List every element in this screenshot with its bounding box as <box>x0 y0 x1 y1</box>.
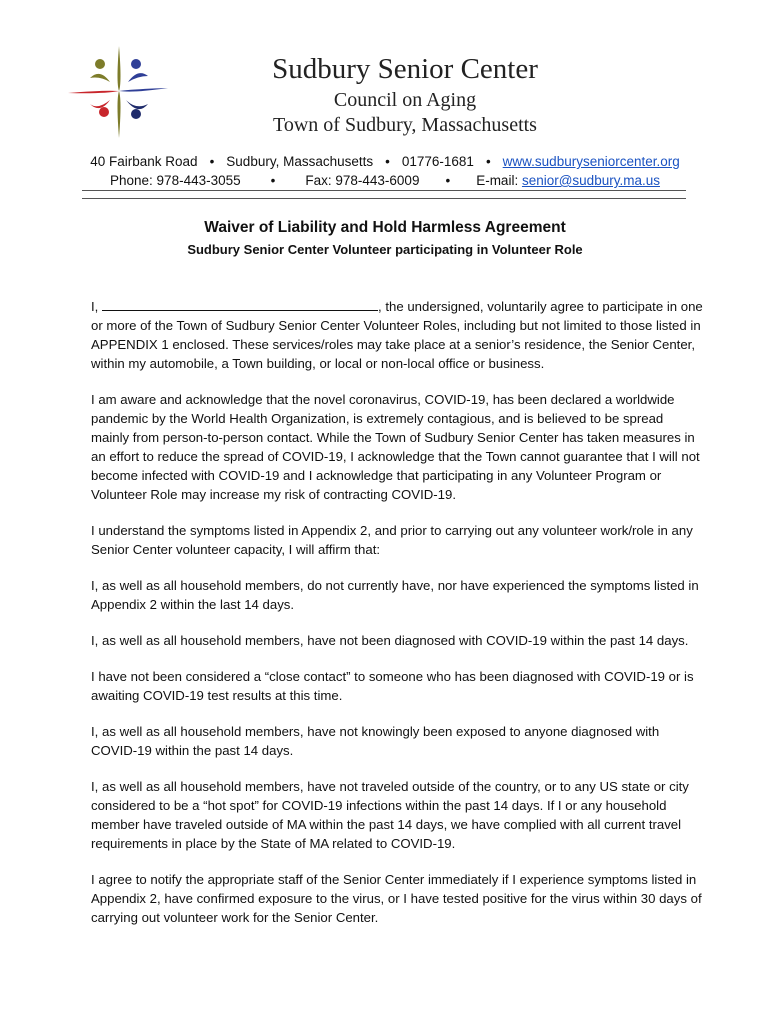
bullet-separator: • <box>485 154 491 169</box>
sudbury-senior-center-logo <box>64 38 174 144</box>
paragraph: I, as well as all household members, do not currently have, nor have experienced the symptoms listed in Appendix 2 within the last 14 days. <box>91 578 699 612</box>
document-body <box>91 297 705 944</box>
name-blank-field[interactable] <box>102 298 378 311</box>
zip-code: 01776-1681 <box>401 154 474 169</box>
bullet-separator: • <box>270 173 276 188</box>
paragraph: I, as well as all household members, have not been diagnosed with COVID-19 within the past 14 days. <box>91 633 689 648</box>
bullet-separator: • <box>385 154 390 169</box>
document-title: Waiver of Liability and Hold Harmless Agreement <box>204 219 566 236</box>
phone-number: Phone: 978-443-3055 <box>110 173 241 188</box>
email-label: E-mail: <box>476 173 522 188</box>
website-link[interactable]: www.sudburyseniorcenter.org <box>502 154 680 169</box>
bullet-separator: • <box>445 173 451 188</box>
council-name: Council on Aging <box>333 89 477 111</box>
paragraph: I, as well as all household members, have not knowingly been exposed to anyone diagnosed with COVID-19 within the past 14 days. <box>91 724 660 758</box>
intro-paragraph <box>91 297 705 373</box>
address-line <box>60 152 710 171</box>
email-link[interactable]: senior@sudbury.ma.us <box>521 173 660 188</box>
intro-prefix: I, <box>91 299 102 314</box>
paragraph: I have not been considered a “close contact” to someone who has been diagnosed with COVID-19 or is awaiting COVID-19 test results at this time. <box>91 669 694 703</box>
street-address: 40 Fairbank Road <box>90 154 198 169</box>
bullet-separator: • <box>209 154 215 169</box>
contact-line <box>60 171 710 190</box>
paragraph: I understand the symptoms listed in Appendix 2, and prior to carrying out any volunteer work/role in any Senior Center volunteer capacity, I will affirm that: <box>91 523 693 557</box>
header-divider <box>82 198 686 199</box>
paragraph: I, as well as all household members, have not traveled outside of the country, or to any US state or city considered to be a “hot spot” for COVID-19 infections within the past 14 days. If I or any household member have traveled outside of MA within the past 14 days, we have complied with all current travel requirements in place by the State of MA related to COVID-19. <box>91 779 689 851</box>
city-state: Sudbury, Massachusetts <box>226 154 374 169</box>
paragraph: I agree to notify the appropriate staff of the Senior Center immediately if I experience symptoms listed in Appendix 2, have confirmed exposure to the virus, or I have tested positive for the virus within 30 days of carrying out volunteer work for the Senior Center. <box>91 872 702 925</box>
header-divider <box>82 190 686 191</box>
town-name: Town of Sudbury, Massachusetts <box>273 114 537 136</box>
document-subtitle: Sudbury Senior Center Volunteer participating in Volunteer Role <box>187 242 583 257</box>
paragraph: I am aware and acknowledge that the novel coronavirus, COVID-19, has been declared a worldwide pandemic by the World Health Organization, is extremely contagious, and is believed to be spread mainly from person-to-person contact. While the Town of Sudbury Senior Center has taken measures in an effort to reduce the spread of COVID-19, I acknowledge that the Town cannot guarantee that I will not become infected with COVID-19 and I acknowledge that participating in any Volunteer Program or Volunteer Role may increase my risk of contracting COVID-19. <box>91 392 700 502</box>
fax-number: Fax: 978-443-6009 <box>305 173 420 188</box>
intro-text: , the undersigned, voluntarily agree to participate in one or more of the Town of Sudbury Senior Center Volunteer Roles, including but not limited to those listed in APPENDIX 1 enclosed. These services/roles may take place at a senior’s residence, the Senior Center, within my automobile, a Town building, or local or non-local office or business. <box>91 299 703 371</box>
org-name: Sudbury Senior Center <box>272 53 538 85</box>
